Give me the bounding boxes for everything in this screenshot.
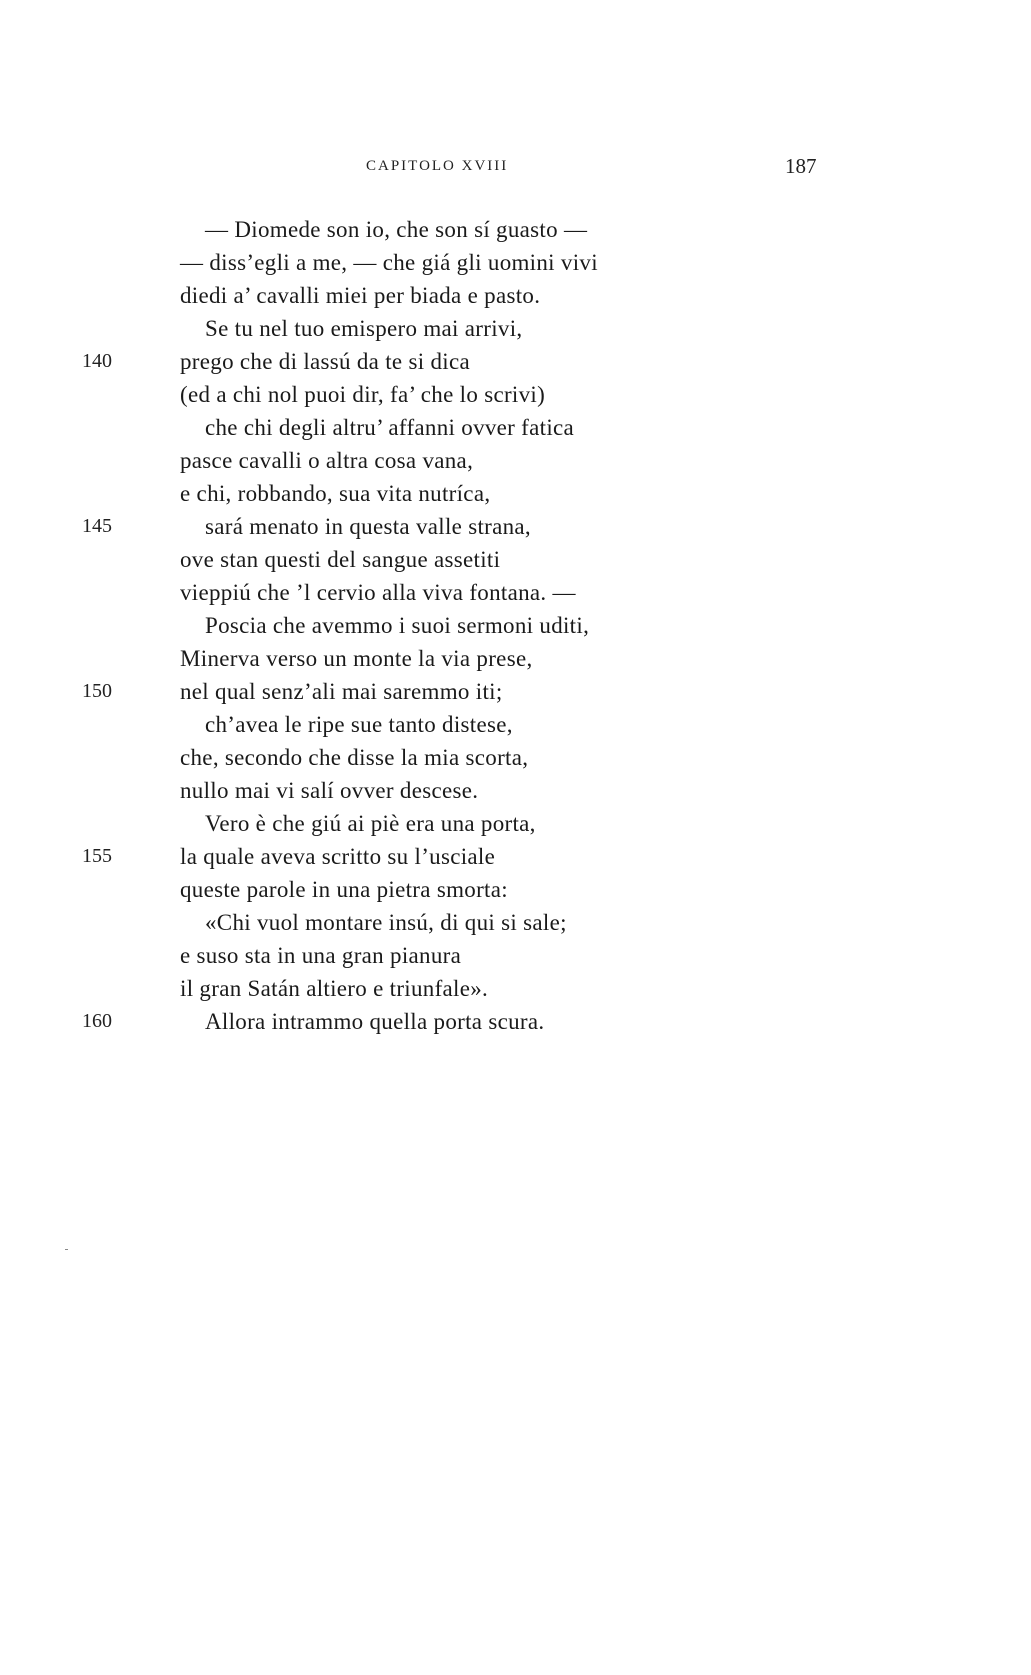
verse-line: che chi degli altru’ affanni ovver fatica	[205, 415, 575, 440]
verse-line: Poscia che avemmo i suoi sermoni uditi,	[205, 613, 590, 638]
verse-line: (ed a chi nol puoi dir, fa’ che lo scrivi)	[180, 382, 546, 407]
verse-line: nullo mai vi salí ovver descese.	[180, 778, 479, 803]
running-title: CAPITOLO XVIII	[366, 158, 509, 174]
verse-line: queste parole in una pietra smorta:	[180, 877, 508, 902]
line-number: 150	[82, 680, 112, 702]
verse-line: pasce cavalli o altra cosa vana,	[180, 448, 474, 473]
verse-line: «Chi vuol montare insú, di qui si sale;	[205, 910, 567, 935]
verse-line: ove stan questi del sangue assetiti	[180, 547, 501, 572]
line-number: 145	[82, 515, 112, 537]
verse-line: — diss’egli a me, — che giá gli uomini vivi	[180, 250, 598, 275]
line-number: 155	[82, 845, 112, 867]
verse-line: Allora intrammo quella porta scura.	[205, 1009, 545, 1034]
verse-line: vieppiú che ’l cervio alla viva fontana. —	[180, 580, 576, 605]
verse-line: prego che di lassú da te si dica	[180, 349, 470, 374]
verse-line: sará menato in questa valle strana,	[205, 514, 531, 539]
page-number: 187	[785, 154, 817, 178]
verse-line: la quale aveva scritto su l’usciale	[180, 844, 496, 869]
verse-line: Se tu nel tuo emispero mai arrivi,	[205, 316, 523, 341]
print-speck	[65, 1249, 68, 1250]
verse-line: diedi a’ cavalli miei per biada e pasto.	[180, 283, 541, 308]
line-number: 160	[82, 1010, 112, 1032]
verse-line: il gran Satán altiero e triunfale».	[180, 976, 489, 1001]
verse-line: Vero è che giú ai piè era una porta,	[205, 811, 536, 836]
verse-line: e suso sta in una gran pianura	[180, 943, 462, 968]
verse-line: Minerva verso un monte la via prese,	[180, 646, 533, 671]
verse-line: — Diomede son io, che son sí guasto —	[205, 217, 588, 242]
verse-line: nel qual senz’ali mai saremmo iti;	[180, 679, 503, 704]
verse-line: che, secondo che disse la mia scorta,	[180, 745, 529, 770]
verse-line: ch’avea le ripe sue tanto distese,	[205, 712, 513, 737]
line-number: 140	[82, 350, 112, 372]
verse-line: e chi, robbando, sua vita nutríca,	[180, 481, 491, 506]
